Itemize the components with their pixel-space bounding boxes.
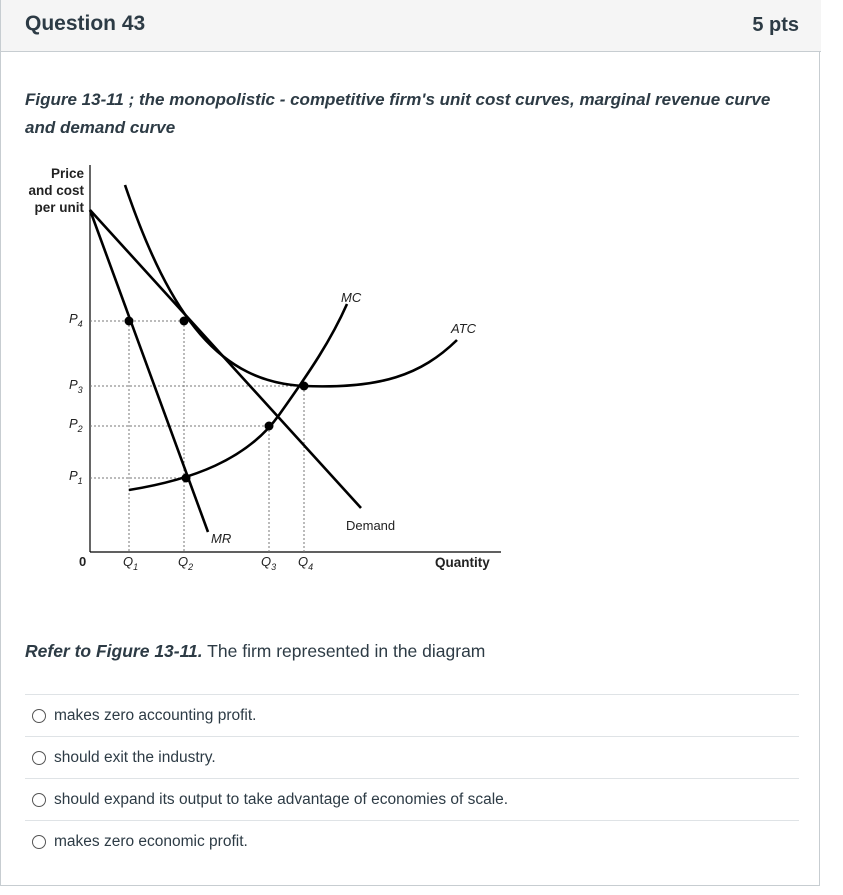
mr-curve-label: MR — [211, 531, 232, 546]
radio-button[interactable] — [32, 709, 46, 723]
quantity-label-q3: $Q_3$ — [261, 554, 277, 572]
price-label-p1: $P_1$ — [69, 468, 83, 486]
price-label-p2: $P_2$ — [69, 416, 83, 434]
answer-option-1[interactable] — [25, 695, 799, 737]
question-prompt — [25, 641, 485, 662]
dotted-guides — [90, 321, 304, 552]
origin-label: 0 — [79, 554, 87, 569]
answer-option-2[interactable] — [25, 737, 799, 779]
answer-list — [25, 694, 799, 863]
question-header — [1, 0, 821, 52]
radio-button[interactable] — [32, 751, 46, 765]
y-axis-label-line-1: Price — [50, 166, 84, 181]
demand-curve-label: Demand — [346, 518, 396, 533]
point-mc-atc-min — [300, 382, 309, 391]
atc-curve — [125, 185, 457, 386]
mc-curve — [129, 304, 347, 490]
answer-label: should expand its output to take advantage of economies of scale. — [54, 790, 509, 808]
figure-13-11-diagram — [21, 160, 521, 590]
radio-button[interactable] — [32, 793, 46, 807]
atc-curve-label: ATC — [451, 321, 477, 336]
answer-label: makes zero economic profit. — [54, 833, 248, 850]
x-axis-label: Quantity — [435, 555, 490, 570]
answer-label: makes zero accounting profit. — [54, 706, 257, 724]
point-mr-p4 — [125, 317, 134, 326]
question-title: Question 43 — [25, 12, 146, 35]
quantity-label-q1: $Q_1$ — [123, 554, 139, 572]
quantity-label-q4: $Q_4$ — [298, 554, 314, 572]
point-demand-atc-tangency — [180, 317, 189, 326]
answer-label: should exit the industry. — [54, 748, 216, 766]
point-mr-mc — [182, 474, 191, 483]
point-mc-demand — [265, 422, 274, 431]
mr-curve — [90, 210, 208, 532]
y-axis-label-line-2: and cost — [28, 183, 84, 198]
prompt-text: The firm represented in the diagram — [202, 641, 486, 661]
price-label-p4: $P_4$ — [69, 311, 83, 329]
figure-reference: Refer to Figure 13-11. — [25, 641, 203, 661]
y-axis-label-line-3: per unit — [34, 200, 84, 215]
figure-caption: Figure 13-11 ; the monopolistic - competitive firm's unit cost curves, marginal revenue curve and demand curve — [25, 90, 771, 137]
answer-option-3[interactable] — [25, 779, 799, 821]
mc-curve-label: MC — [341, 290, 362, 305]
answer-option-4[interactable] — [25, 821, 799, 863]
question-points: 5 pts — [752, 14, 799, 36]
radio-button[interactable] — [32, 835, 46, 849]
quantity-label-q2: $Q_2$ — [178, 554, 194, 572]
price-label-p3: $P_3$ — [69, 377, 83, 395]
